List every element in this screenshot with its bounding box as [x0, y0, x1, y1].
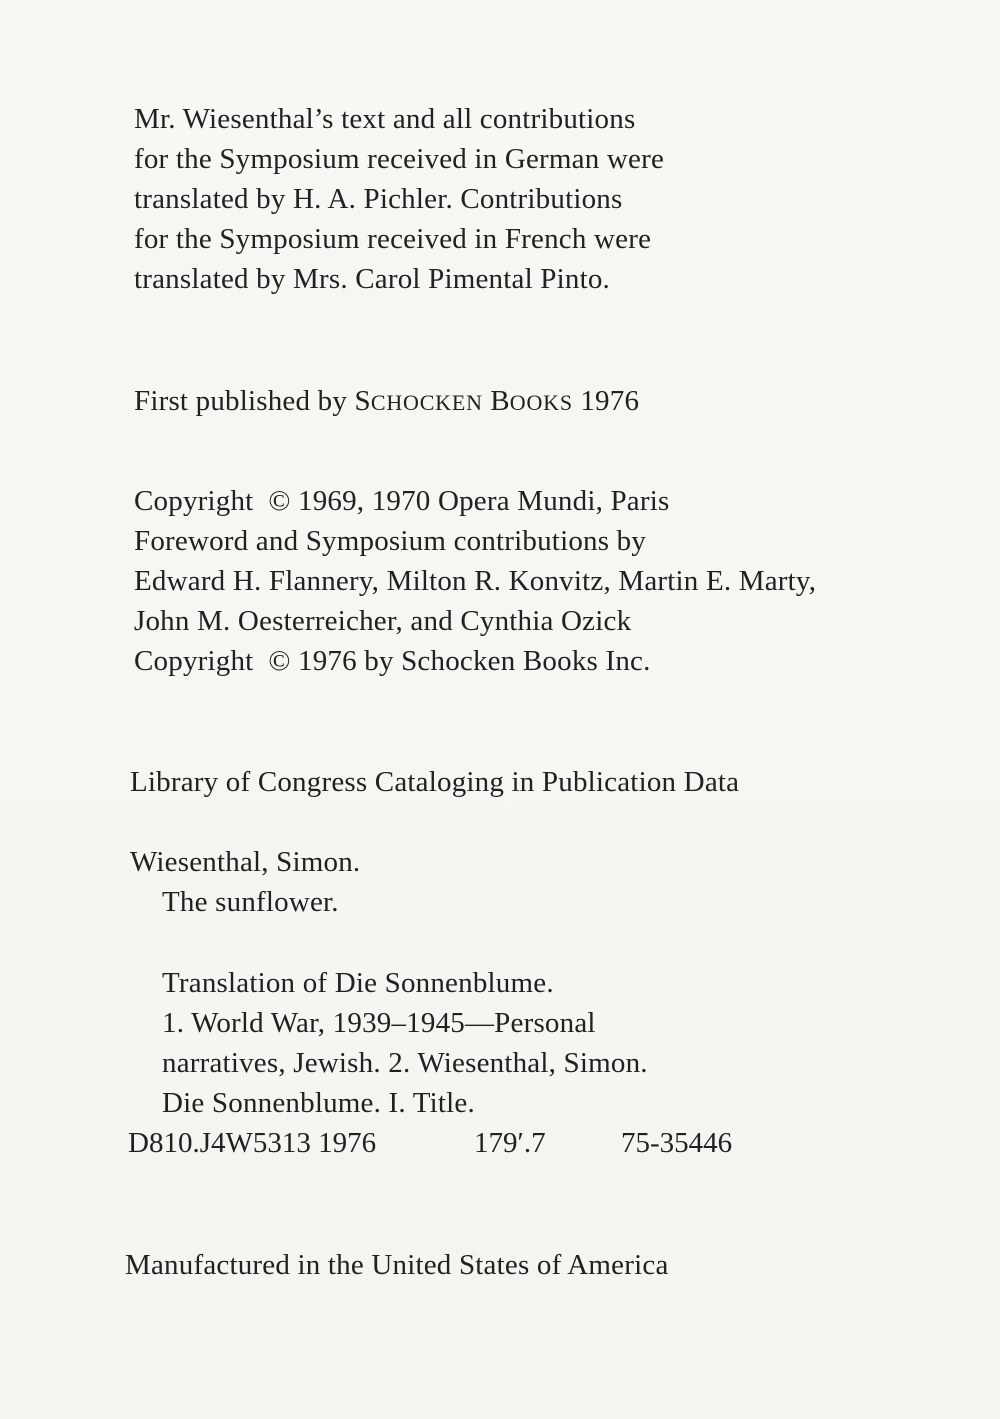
first-published-line: [134, 381, 639, 423]
publisher-smallcaps-ooks: OOKS: [509, 390, 573, 415]
manufactured-line: Manufactured in the United States of America: [125, 1249, 669, 1281]
copyright-line-2: Foreword and Symposium contributions by: [134, 525, 647, 557]
translation-note-line-4: for the Symposium received in French were: [134, 223, 652, 255]
cip-note-line-1: Translation of Die Sonnenblume.: [162, 967, 554, 999]
cip-lccn: 75-35446: [621, 1127, 733, 1159]
translation-note-line-3: translated by H. A. Pichler. Contributions: [134, 183, 623, 215]
publisher-smallcaps-chocken: CHOCKEN: [370, 390, 483, 415]
cip-note-line-4: Die Sonnenblume. I. Title.: [162, 1087, 475, 1119]
first-published-year: 1976: [580, 385, 640, 417]
cip-call-number: D810.J4W5313 1976: [128, 1127, 377, 1159]
publisher-initial-s: S: [354, 385, 371, 417]
copyright-line-1: Copyright © 1969, 1970 Opera Mundi, Paris: [134, 485, 670, 517]
cip-note-line-3: narratives, Jewish. 2. Wiesenthal, Simon.: [162, 1047, 648, 1079]
publisher-initial-b: B: [490, 385, 510, 417]
translation-note-line-1: Mr. Wiesenthal’s text and all contributions: [134, 103, 636, 135]
copyright-line-3: Edward H. Flannery, Milton R. Konvitz, Martin E. Marty,: [134, 565, 817, 597]
translation-note-line-5: translated by Mrs. Carol Pimental Pinto.: [134, 263, 610, 295]
cip-author: Wiesenthal, Simon.: [130, 846, 361, 878]
first-published-prefix: First published by: [134, 385, 355, 417]
copyright-line-5: Copyright © 1976 by Schocken Books Inc.: [134, 645, 651, 677]
translation-note-line-2: for the Symposium received in German were: [134, 143, 665, 175]
cip-title: The sunflower.: [162, 886, 339, 918]
cip-dewey-number: 179′.7: [474, 1127, 546, 1159]
copyright-line-4: John M. Oesterreicher, and Cynthia Ozick: [134, 605, 632, 637]
cip-heading: Library of Congress Cataloging in Publication Data: [130, 766, 740, 798]
cip-note-line-2: 1. World War, 1939–1945—Personal: [162, 1007, 596, 1039]
